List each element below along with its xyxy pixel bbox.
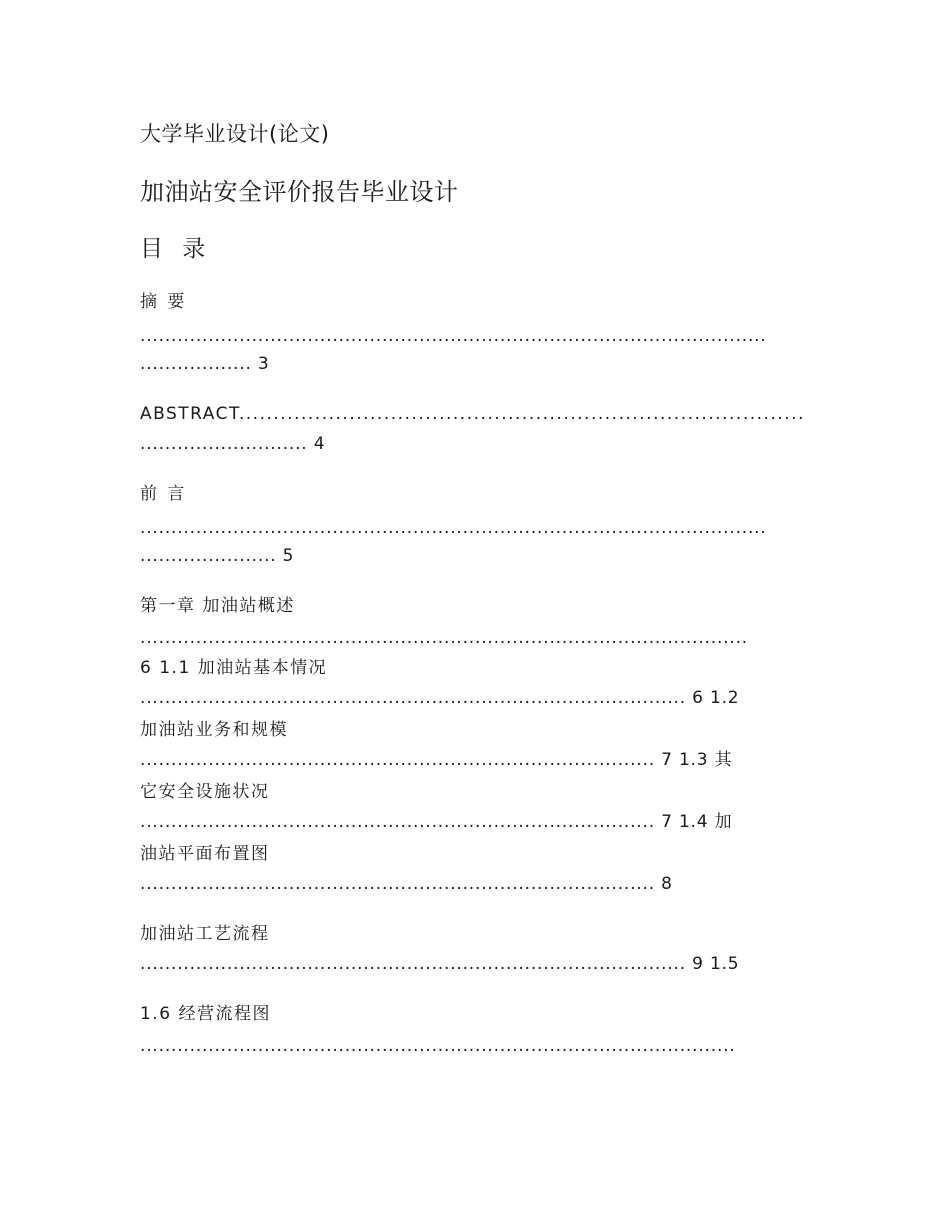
toc-entry-abstract-cn: 摘 要 xyxy=(140,292,187,312)
toc-entry-preface: 前 言 xyxy=(140,484,187,504)
toc-leader-page: ........................................................................................ 6 1.2 xyxy=(140,688,740,708)
toc-leader-page: ........................................................................................ 9 1.5 xyxy=(140,954,740,974)
toc-entry-section: 1.6 经营流程图 xyxy=(140,1004,271,1024)
toc-leader-page: ...................... 5 xyxy=(140,546,295,566)
toc-heading: 目 录 xyxy=(140,236,212,262)
toc-entry-chapter-1: 第一章 加油站概述 xyxy=(140,596,295,616)
toc-leader-page: ................................................................................... 7 1.3 其 xyxy=(140,750,733,770)
toc-leader-page: ................................................................................... 7 1.4 加 xyxy=(140,812,733,832)
toc-leader-line: ..................................................................................................... xyxy=(140,518,767,538)
toc-leader-page: .................. 3 xyxy=(140,354,270,374)
toc-leader-page: ........................... 4 xyxy=(140,434,326,454)
toc-entry-section: 加油站工艺流程 xyxy=(140,924,270,944)
toc-leader-line: ..................................................................................................... xyxy=(140,326,767,346)
toc-entry-section: 它安全设施状况 xyxy=(140,782,270,802)
toc-leader-line: .................................................................................................. xyxy=(140,628,748,648)
document-title: 加油站安全评价报告毕业设计 xyxy=(140,178,459,206)
toc-entry-abstract-en: ABSTRACT.................................................................................. xyxy=(140,404,805,424)
toc-entry-section: 油站平面布置图 xyxy=(140,844,270,864)
toc-entry-section: 加油站业务和规模 xyxy=(140,720,288,740)
toc-entry-section: 6 1.1 加油站基本情况 xyxy=(140,658,328,678)
toc-leader-line: ................................................................................................ xyxy=(140,1036,736,1056)
header-line: 大学毕业设计(论文) xyxy=(140,122,330,146)
toc-leader-page: ................................................................................... 8 xyxy=(140,874,673,894)
